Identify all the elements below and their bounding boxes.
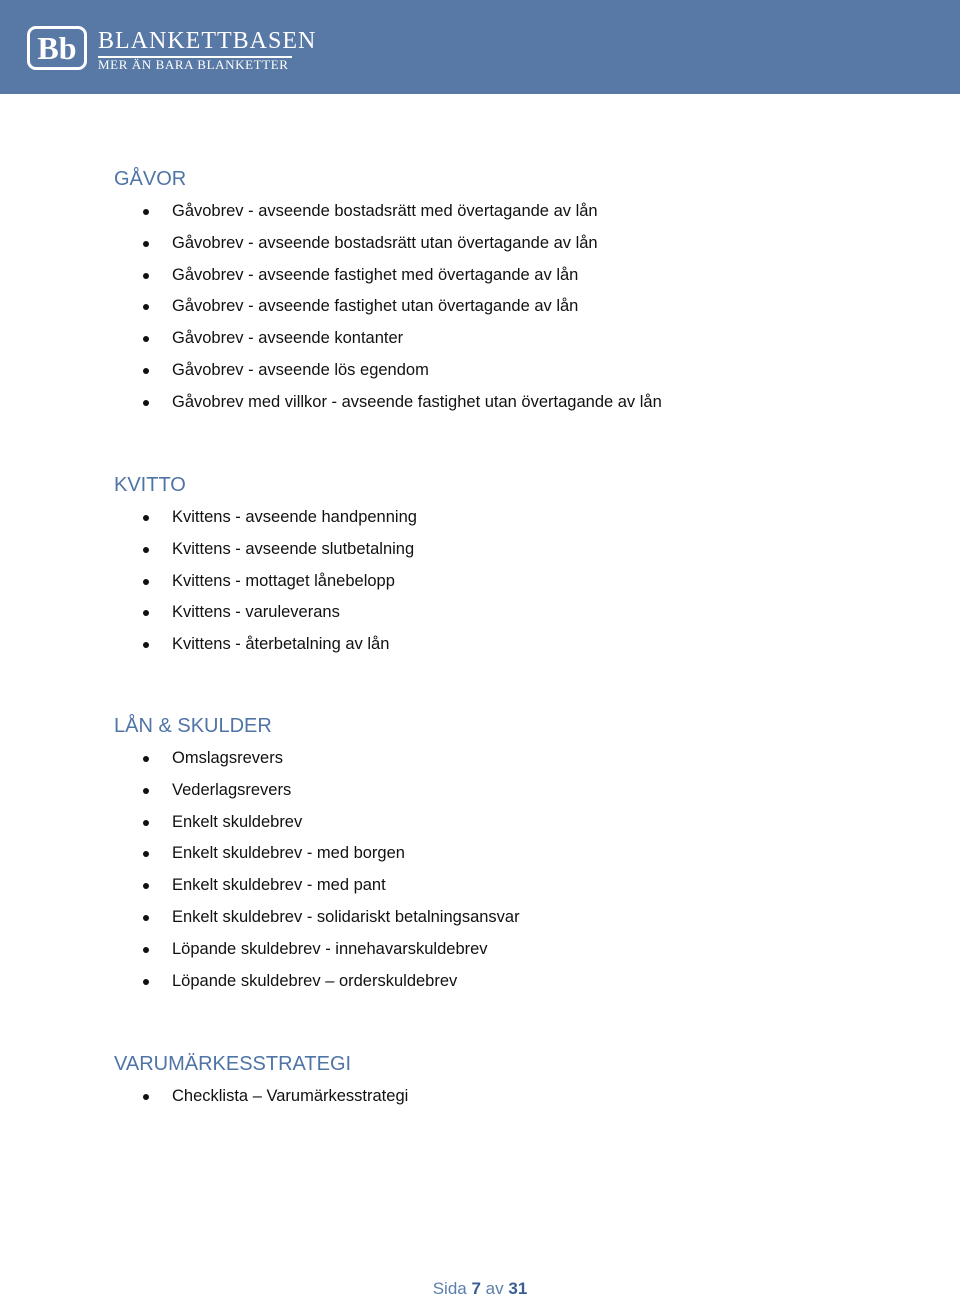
bullet-icon [143,579,149,585]
list-item-label: Enkelt skuldebrev - med pant [172,876,386,895]
list-item-label: Enkelt skuldebrev - solidariskt betalningsansvar [172,907,520,926]
list-item-label: Gåvobrev - avseende fastighet med övertagande av lån [172,265,579,284]
section-lan-skulder [114,709,520,997]
form-list [114,196,662,419]
list-item-label: Gåvobrev - avseende lös egendom [172,360,429,379]
list-item [114,807,520,839]
list-item-label: Gåvobrev - avseende bostadsrätt utan övertagande av lån [172,233,598,252]
bullet-icon [143,336,149,342]
list-item-label: Enkelt skuldebrev [172,812,303,831]
bullet-icon [143,547,149,553]
bullet-icon [143,851,149,857]
list-item [114,902,520,934]
brand-name: BLANKETTBASEN [98,28,317,54]
bullet-icon [143,883,149,889]
section-heading: LÅN & SKULDER [114,715,272,737]
list-item-label: Löpande skuldebrev - innehavarskuldebrev [172,939,488,958]
list-item-label: Omslagsrevers [172,749,283,767]
list-item [114,387,662,419]
current-page-number: 7 [471,1279,481,1298]
bullet-icon [143,947,149,953]
list-item-label: Löpande skuldebrev – orderskuldebrev [172,971,458,990]
total-pages-number: 31 [508,1279,528,1298]
bullet-icon [143,241,149,247]
list-item-label: Gåvobrev - avseende fastighet utan övertagande av lån [172,297,579,316]
section-gavor [114,162,662,419]
list-item-label: Kvittens - avseende handpenning [172,508,417,526]
bullet-icon [143,1094,149,1100]
page-header [0,0,960,94]
logo-letters: Bb [37,30,77,66]
bullet-icon [143,304,149,310]
list-item [114,775,520,807]
list-item [114,228,662,260]
bullet-icon [143,610,149,616]
list-item-label: Kvittens - mottaget lånebelopp [172,571,395,590]
form-list [114,743,520,997]
list-item-label: Vederlagsrevers [172,780,292,799]
bullet-icon [143,273,149,279]
list-item [114,629,417,661]
bullet-icon [143,368,149,374]
page-word: Sida [432,1279,467,1298]
list-item-label: Kvittens - återbetalning av lån [172,635,390,654]
list-item [114,838,520,870]
list-item [114,934,520,966]
list-item-label: Gåvobrev med villkor - avseende fastighet utan övertagande av lån [172,392,662,411]
list-item [114,260,662,292]
bullet-icon [143,979,149,985]
bullet-icon [143,400,149,406]
list-item [114,291,662,323]
list-item-label: Checklista – Varumärkesstrategi [172,1087,409,1105]
list-item [114,534,417,566]
bullet-icon [143,820,149,826]
list-item [114,355,662,387]
section-kvitto [114,468,417,661]
section-varumarkesstrategi [114,1047,408,1113]
list-item [114,502,417,534]
list-item [114,743,520,775]
list-item [114,870,520,902]
list-item [114,566,417,598]
brand-tagline: MER ÄN BARA BLANKETTER [98,57,289,72]
bullet-icon [143,642,149,648]
section-heading: KVITTO [114,474,186,496]
of-word: av [485,1279,504,1298]
list-item [114,597,417,629]
list-item-label: Gåvobrev - avseende bostadsrätt med övertagande av lån [172,202,598,220]
bullet-icon [143,209,149,215]
page-footer [0,1278,960,1300]
list-item-label: Kvittens - avseende slutbetalning [172,539,415,558]
section-heading: VARUMÄRKESSTRATEGI [114,1053,352,1075]
list-item [114,966,520,998]
bullet-icon [143,788,149,794]
list-item-label: Enkelt skuldebrev - med borgen [172,844,405,863]
bullet-icon [143,915,149,921]
form-list [114,502,417,661]
list-item-label: Gåvobrev - avseende kontanter [172,329,404,348]
blankettbasen-logo-icon [27,26,87,70]
bullet-icon [143,756,149,762]
form-list [114,1081,408,1113]
list-item [114,323,662,355]
list-item [114,1081,408,1113]
bullet-icon [143,515,149,521]
list-item-label: Kvittens - varuleverans [172,603,340,622]
section-heading: GÅVOR [114,168,187,190]
list-item [114,196,662,228]
